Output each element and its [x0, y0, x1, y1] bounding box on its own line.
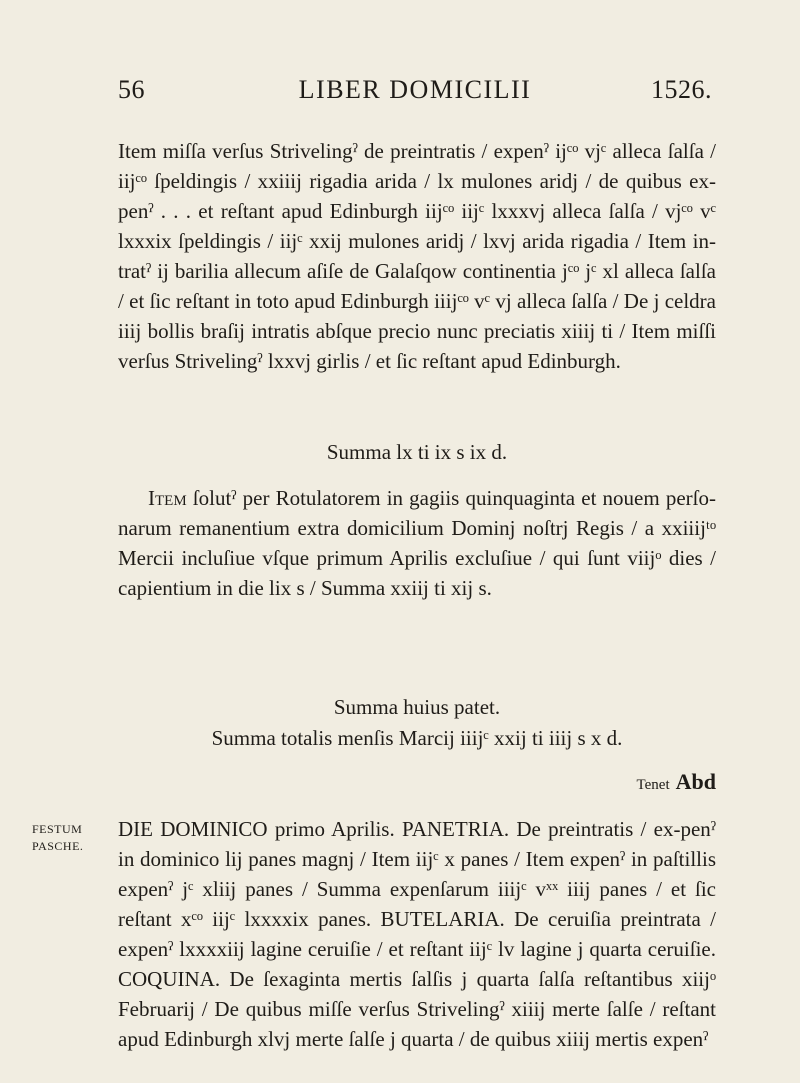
paragraph-1: Item miſſa verſus Strivelingˀ de preintratis / expenˀ ijᶜᵒ vjᶜ alleca ſalſa / iijᶜᵒ ſpeldingis / xxiiij rigadia arida / lx mulones aridj / de quibus ex-penˀ . . . et reſtant apud Edinburgh iijᶜᵒ iijᶜ lxxxvj alleca ſalſa / vjᶜᵒ vᶜ lxxxix ſpeldingis / iijᶜ xxij mulones aridj / lxvj arida rigadia / Item in-tratˀ ij barilia allecum aſiſe de Galaſqow continentia jᶜᵒ jᶜ xl alleca ſalſa / et ſic reſtant in toto apud Edinburgh iiijᶜᵒ vᶜ vj alleca ſalſa / De j celdra iiij bollis braſij intratis abſque precio nunc preciatis xiiij ti / Item miſſi verſus Strivelingˀ lxxvj girlis / et ſic reſtant apud Edinburgh. — [118, 139, 716, 373]
summa-1: Summa lx ti ix s ix d. — [326, 440, 508, 464]
paragraph-2-lead: Item — [148, 486, 187, 510]
paragraph-2 — [118, 483, 716, 603]
tenet-label: Tenet — [636, 777, 670, 793]
paragraph-2-text: ſolutˀ per Rotulatorem in gagiis quinquaginta et nouem perſo-narum remanentium extra domicilium Dominj noſtrj Regis / a xxiiijᵗᵒ Mercii incluſiue vſque primum Aprilis excluſiue / qui ſunt viijᵒ dies / capientium in die lix s / Summa xxiij ti xij s. — [118, 486, 716, 600]
page-number: 56 — [118, 75, 145, 104]
year: 1526. — [651, 75, 712, 104]
page-header — [118, 75, 712, 115]
summa-totalis: Summa totalis menſis Marcij iiijᶜ xxij ti iiij s x d. — [211, 726, 623, 750]
margin-note: FESTUM PASCHE. — [32, 822, 84, 853]
paragraph-3: DIE DOMINICO primo Aprilis. PANETRIA. De preintratis / ex-penˀ in dominico lij panes magnj / Item iijᶜ x panes / Item expenˀ in paſtillis expenˀ jᶜ xliij panes / Summa expenſarum iiijᶜ vˣˣ iiij panes / et ſic reſtant xᶜᵒ iijᶜ lxxxxix panes. BUTELARIA. De ceruiſia preintrata / expenˀ lxxxxiij lagine ceruiſie / et reſtant iijᶜ lv lagine j quarta ceruiſie. COQUINA. De ſexaginta mertis ſalſis j quarta ſalſa reſtantibus xiijᵒ Februarij / De quibus miſſe verſus Strivelingˀ xiiij merte ſalſe / reſtant apud Edinburgh xlvj merte ſalſe j quarta / de quibus xiiij mertis expenˀ — [118, 817, 716, 1051]
tenet-sign: Abd — [675, 769, 716, 794]
tenet-note — [637, 769, 716, 795]
summa-2: Summa huius patet. — [333, 695, 501, 719]
running-title: LIBER DOMICILII — [298, 75, 532, 104]
